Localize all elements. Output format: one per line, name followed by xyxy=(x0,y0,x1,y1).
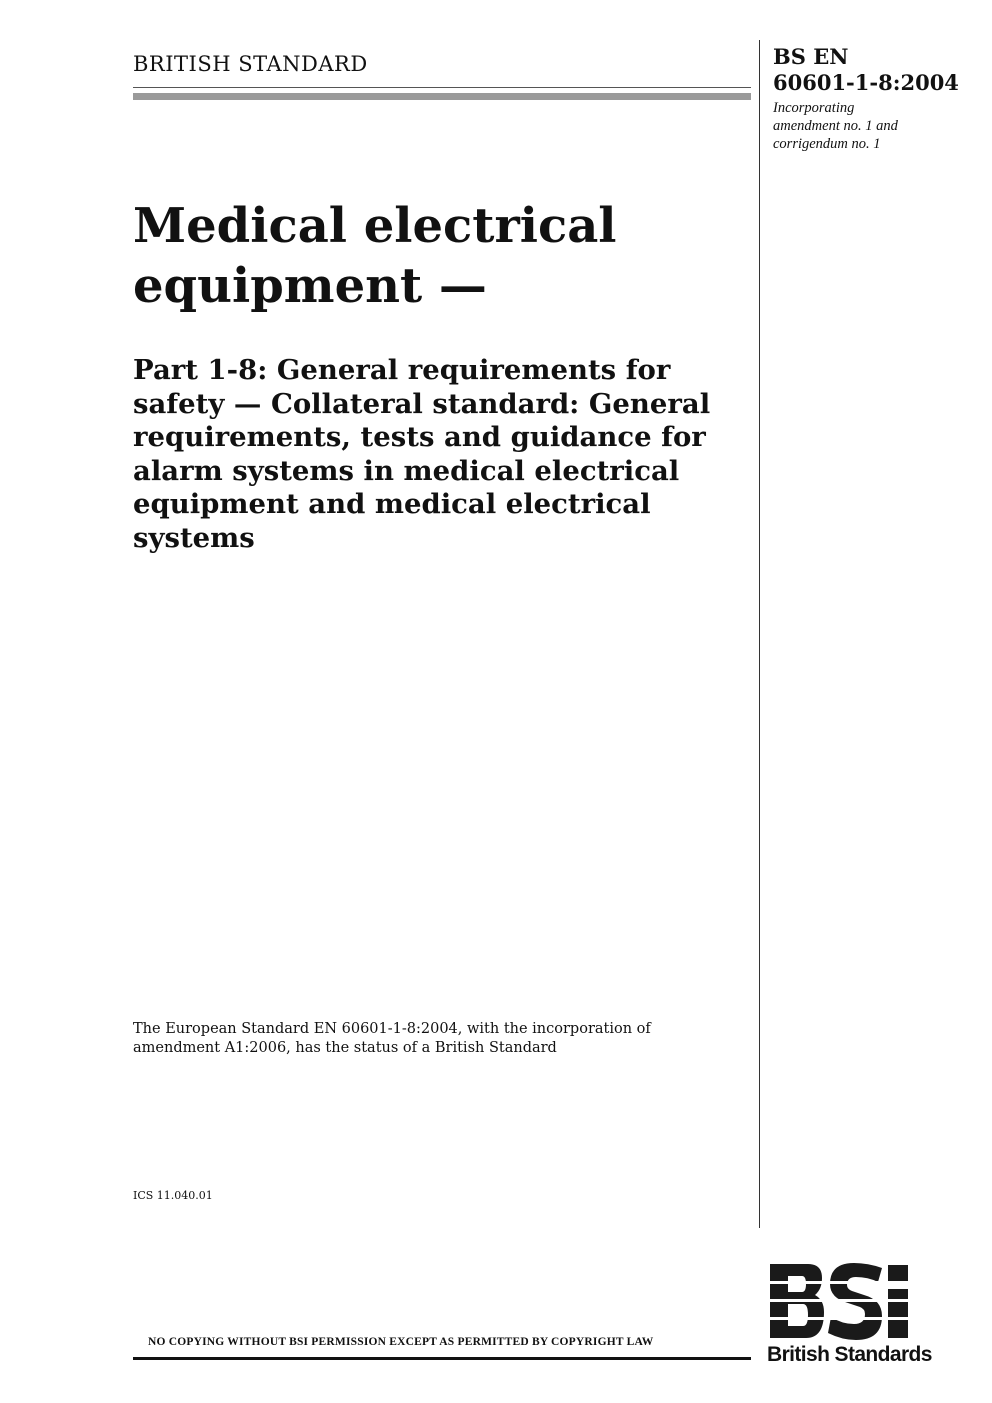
standard-number-line-2: 60601-1-8:2004 xyxy=(773,70,959,95)
ics-code: ICS 11.040.01 xyxy=(133,1189,213,1202)
header-thin-rule xyxy=(133,87,751,88)
copyright-notice: NO COPYING WITHOUT BSI PERMISSION EXCEPT AS PERMITTED BY COPYRIGHT LAW xyxy=(148,1336,654,1348)
sub-title xyxy=(133,354,753,556)
amendment-line: corrigendum no. 1 xyxy=(773,136,881,152)
header-thick-rule xyxy=(133,93,751,100)
amendment-line: amendment no. 1 and xyxy=(773,118,898,134)
logo-caption: British Standards xyxy=(767,1343,932,1366)
sub-title-line: requirements, tests and guidance for xyxy=(133,421,706,454)
status-line: The European Standard EN 60601-1-8:2004, with the incorporation of xyxy=(133,1021,651,1037)
amendment-note xyxy=(773,99,963,153)
main-title-line: Medical electrical xyxy=(133,198,617,254)
standard-number-line-1: BS EN xyxy=(773,44,849,69)
standard-number xyxy=(773,44,973,96)
sub-title-line: safety — Collateral standard: General xyxy=(133,387,711,420)
sub-title-line: systems xyxy=(133,521,255,554)
footer-rule xyxy=(133,1357,751,1360)
header-label: BRITISH STANDARD xyxy=(133,52,368,76)
main-title xyxy=(133,196,733,316)
column-divider xyxy=(759,40,760,1228)
sub-title-line: Part 1-8: General requirements for xyxy=(133,354,671,386)
sub-title-line: alarm systems in medical electrical xyxy=(133,454,680,487)
sub-title-line: equipment and medical electrical xyxy=(133,488,651,521)
logo-wordmark: BSi xyxy=(916,1286,918,1287)
amendment-line: Incorporating xyxy=(773,100,855,116)
status-statement xyxy=(133,1020,733,1058)
main-title-line: equipment — xyxy=(133,258,487,314)
status-line: amendment A1:2006, has the status of a British Standard xyxy=(133,1040,557,1056)
